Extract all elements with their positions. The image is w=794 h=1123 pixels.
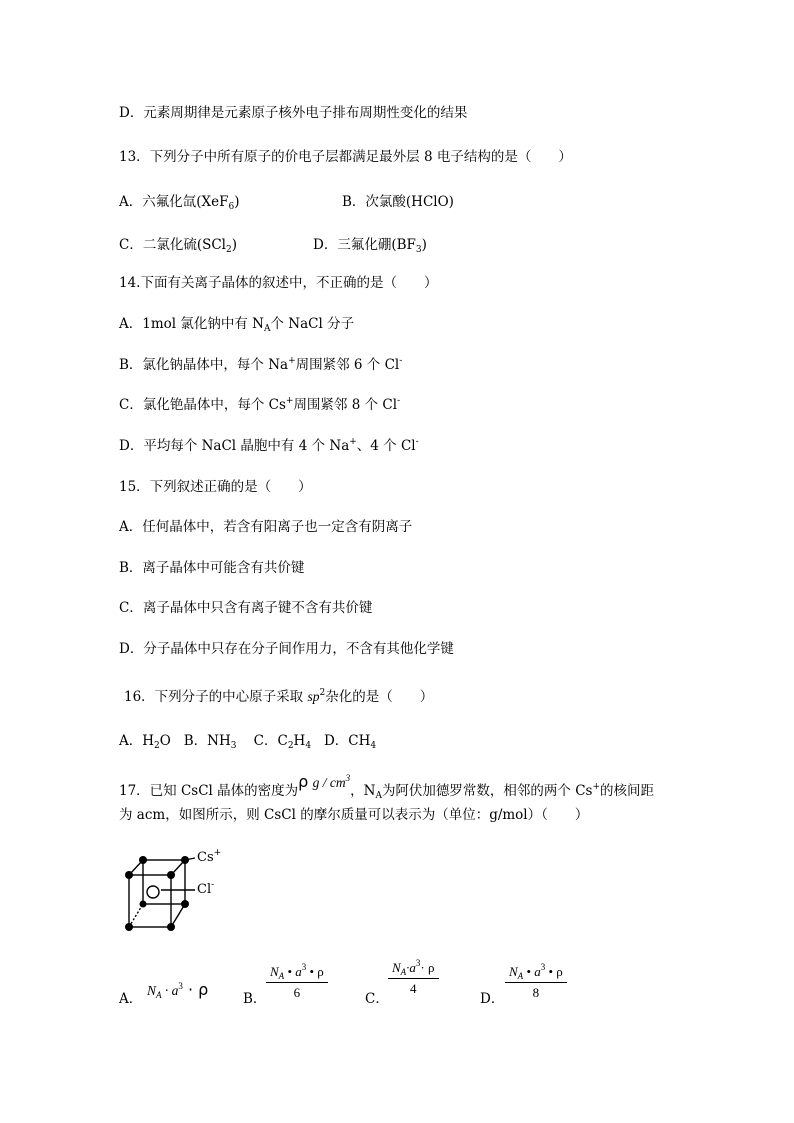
q15-option-d: D．分子晶体中只存在分子间作用力，不含有其他化学键 [119, 641, 454, 657]
q14-option-d: D．平均每个 NaCl 晶胞中有 4 个 Na+、4 个 Cl- [119, 437, 419, 454]
q17-stem-line1: 17．已知 CsCl 晶体的密度为ρ g / $cm^3$，$N_A$为阿伏加德罗常数，相邻的两个 Cs+的核间距 [119, 772, 655, 801]
q17-option-b-fraction [266, 964, 328, 1001]
q12-option-d: D．元素周期律是元素原子核外电子排布周期性变化的结果 [119, 105, 468, 121]
q17-option-c-fraction [388, 960, 439, 997]
q13-option-d: D．三氟化硼$(BF_3)$ [313, 237, 427, 255]
q17-option-a-expression: $N_A \cdot a^3 \cdot \rho$ [147, 980, 209, 1000]
q13-option-a: A．六氟化氙(XeF$_6$) [119, 194, 240, 212]
q17-option-b-numerator: $N_A$ • $a^3$ • ρ [266, 964, 328, 983]
q17-option-c-label: C． [365, 991, 389, 1007]
q17-option-b-denominator: 6 [293, 985, 301, 1000]
q17-option-a-label: A． [119, 991, 143, 1007]
q17-option-d-denominator: 8 [532, 985, 540, 1000]
q14-option-a: A．1mol 氯化钠中有 $N_A$个 NaCl 分子 [119, 316, 355, 334]
q13-option-c: C．二氯化硫(SCl$_2$) [119, 237, 238, 255]
q15-option-b: B．离子晶体中可能含有共价键 [119, 560, 305, 576]
q17-option-c-numerator: $N_A\cdot a^3\cdot \rho$ [388, 960, 439, 979]
figure-label-cs: Cs+ [197, 848, 222, 865]
q14-stem: 14.下面有关离子晶体的叙述中，不正确的是（ ） [119, 275, 438, 291]
q16-option-c: C．$C_2H_4$ [253, 733, 312, 751]
q14-option-b: B．氯化钠晶体中，每个 Na+周围紧邻 6 个 Cl- [119, 356, 403, 373]
figure-label-cl: Cl- [197, 880, 215, 897]
q15-option-c: C．离子晶体中只含有离子键不含有共价键 [119, 600, 373, 616]
q17-option-d-numerator: $N_A$ • $a^3$ • ρ [505, 964, 567, 983]
q17-option-c-denominator: 4 [410, 981, 417, 996]
q13-option-b: B．次氯酸(HClO) [342, 194, 454, 210]
q16-option-a: A．$H_2O$ [119, 733, 171, 751]
q16-option-b: B．$NH_3$ [183, 733, 237, 751]
q17-option-d-fraction [505, 964, 567, 1001]
q16-options [119, 732, 376, 750]
q15-option-a: A．任何晶体中，若含有阳离子也一定含有阴离子 [119, 519, 413, 535]
q16-option-d: D．$CH_4$ [323, 733, 377, 751]
q14-option-c: C．氯化铯晶体中，每个 Cs+周围紧邻 8 个 Cl- [119, 396, 401, 413]
q17-stem-line2: 为 acm，如图所示，则 CsCl 的摩尔质量可以表示为（单位：g/mol）（ ） [119, 807, 589, 823]
q17-option-d-label: D． [480, 991, 505, 1007]
q13-stem: 13．下列分子中所有原子的价电子层都满足最外层 8 电子结构的是（ ） [119, 149, 572, 165]
density-expression: ρ g / $cm^3$ [298, 772, 351, 791]
q16-stem: 16．下列分子的中心原子采取 $sp^2$杂化的是（ ） [124, 688, 434, 705]
q17-option-b-label: B． [243, 991, 267, 1007]
q15-stem: 15．下列叙述正确的是（ ） [119, 479, 312, 495]
